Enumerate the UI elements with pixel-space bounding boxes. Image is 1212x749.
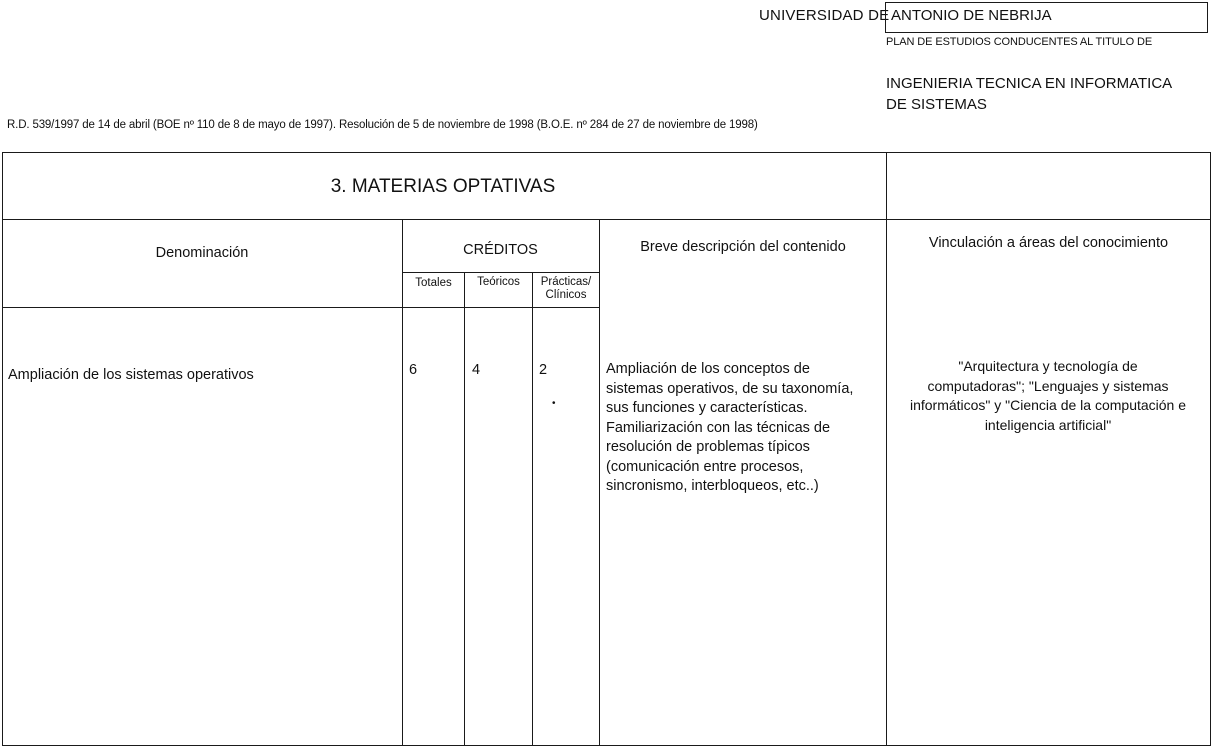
credits-totales: 6 [409,362,418,378]
creditos-left-divider [402,219,403,746]
column-header-practicas-line-1: Prácticas/ [540,276,592,288]
credits-practicas: 2 [539,362,548,378]
university-name: ANTONIO DE NEBRIJA [891,7,1052,24]
description-line: sistemas operativos, de su taxonomía, [606,380,854,397]
description-line: sus funciones y características. [606,400,808,416]
scan-speck: • [552,398,556,409]
table-border-right [1210,152,1211,746]
knowledge-area-line: inteligencia artificial" [984,416,1112,433]
column-header-creditos: CRÉDITOS [463,242,538,258]
descripcion-left-divider [599,219,600,746]
degree-title-line-2: DE SISTEMAS [886,96,987,113]
title-row-divider [2,219,1211,220]
plan-label: PLAN DE ESTUDIOS CONDUCENTES AL TITULO DE [886,36,1153,48]
section-title: 3. MATERIAS OPTATIVAS [330,176,556,197]
subject-description [606,360,884,497]
table-border-left [2,152,3,746]
knowledge-areas [888,357,1208,435]
column-header-descripcion: Breve descripción del contenido [640,239,846,255]
column-header-practicas-line-2: Clínicos [545,289,587,301]
column-header-vinculacion: Vinculación a áreas del conocimiento [928,235,1169,251]
subject-name: Ampliación de los sistemas operativos [8,367,254,383]
description-line: (comunicación entre procesos, [606,458,804,475]
university-label: UNIVERSIDAD DE [759,7,890,24]
legal-reference: R.D. 539/1997 de 14 de abril (BOE nº 110 de 8 de mayo de 1997). Resolución de 5 de noviembre de 1998 (B.O.E. nº 284 de 27 de noviembre de 1998) [7,119,758,131]
description-line: Familiarización con las técnicas de [606,419,831,436]
table-border-bottom [2,745,1211,746]
table-border-top [2,152,1211,153]
column-header-teoricos: Teóricos [477,276,520,288]
description-line: sincronismo, interbloqueos, etc..) [606,478,819,494]
description-line: Ampliación de los conceptos de [606,361,810,377]
column-header-totales: Totales [415,277,452,289]
credits-teoricos: 4 [472,362,481,378]
creditos-subheader-divider [402,272,599,273]
column-header-denominacion: Denominación [155,245,249,261]
column-header-practicas [533,276,599,302]
knowledge-area-line: informáticos" y "Ciencia de la computación e [909,397,1187,413]
teoricos-left-divider [464,272,465,746]
knowledge-area-line: "Arquitectura y tecnología de [958,358,1138,374]
degree-title-line-1: INGENIERIA TECNICA EN INFORMATICA [886,75,1173,92]
header-row-divider [2,307,599,308]
degree-title [886,73,1206,115]
practicas-left-divider [532,272,533,746]
description-line: resolución de problemas típicos [606,439,810,455]
knowledge-area-line: computadoras"; "Lenguajes y sistemas [927,377,1169,394]
university-name-box [885,2,1208,33]
